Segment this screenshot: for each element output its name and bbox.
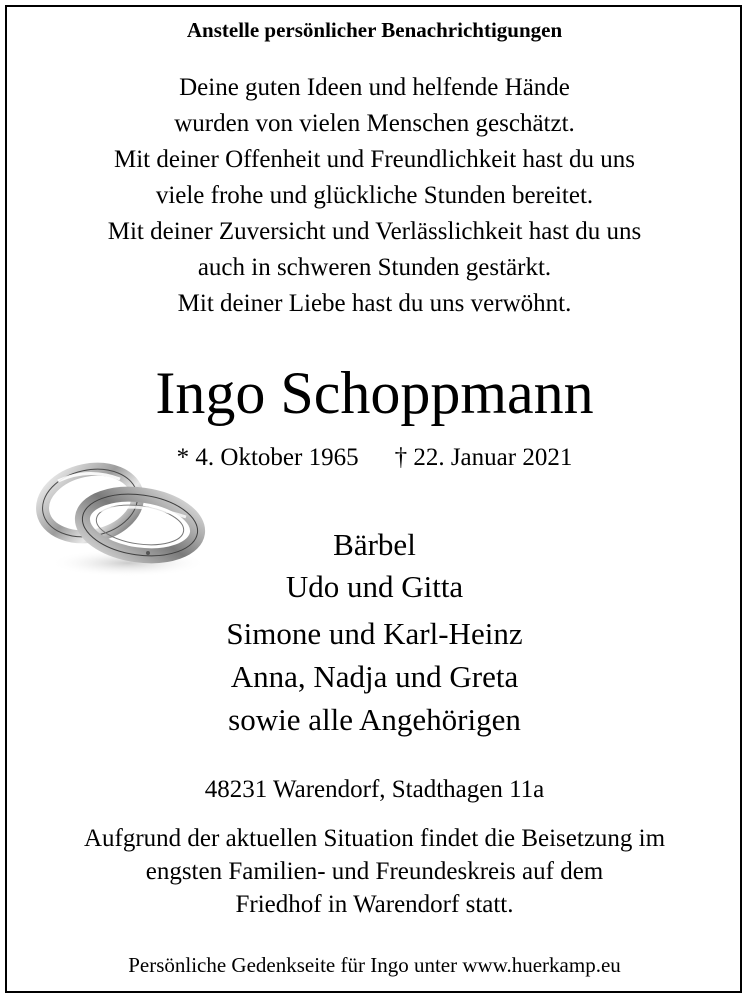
death-date: † 22. Januar 2021 (394, 444, 573, 471)
deceased-name: Ingo Schoppmann (155, 360, 594, 426)
mourner-line: sowie alle Angehörigen (228, 702, 521, 737)
address-text: 48231 Warendorf, Stadthagen 11a (204, 776, 545, 803)
verse-line: Mit deiner Liebe hast du uns verwöhnt. (177, 290, 572, 317)
notice-line: Friedhof in Warendorf statt. (235, 891, 514, 918)
mourner-line: Bärbel (333, 527, 416, 562)
verse-line: wurden von vielen Menschen geschätzt. (174, 110, 575, 137)
notice-line: Aufgrund der aktuellen Situation findet die Beisetzung im (83, 825, 666, 852)
verse-line: Mit deiner Zuversicht und Verlässlichkeit hast du uns (107, 218, 642, 245)
notice-line: engsten Familien- und Freundeskreis auf dem (145, 858, 604, 885)
verse-line: Mit deiner Offenheit und Freundlichkeit hast du uns (114, 146, 635, 173)
verse-line: auch in schweren Stunden gestärkt. (197, 254, 552, 281)
verse-line: viele frohe und glückliche Stunden bereitet. (155, 182, 594, 209)
verse-line: Deine guten Ideen und helfende Hände (179, 74, 570, 101)
mourner-line: Anna, Nadja und Greta (230, 659, 519, 694)
mourner-line: Udo und Gitta (285, 569, 464, 604)
header-text: Anstelle persönlicher Benachrichtigungen (186, 18, 563, 42)
memorial-page-text: Persönliche Gedenkseite für Ingo unter www.huerkamp.eu (128, 953, 621, 977)
mourner-line: Simone und Karl-Heinz (226, 616, 523, 651)
birth-date: * 4. Oktober 1965 (176, 444, 359, 471)
